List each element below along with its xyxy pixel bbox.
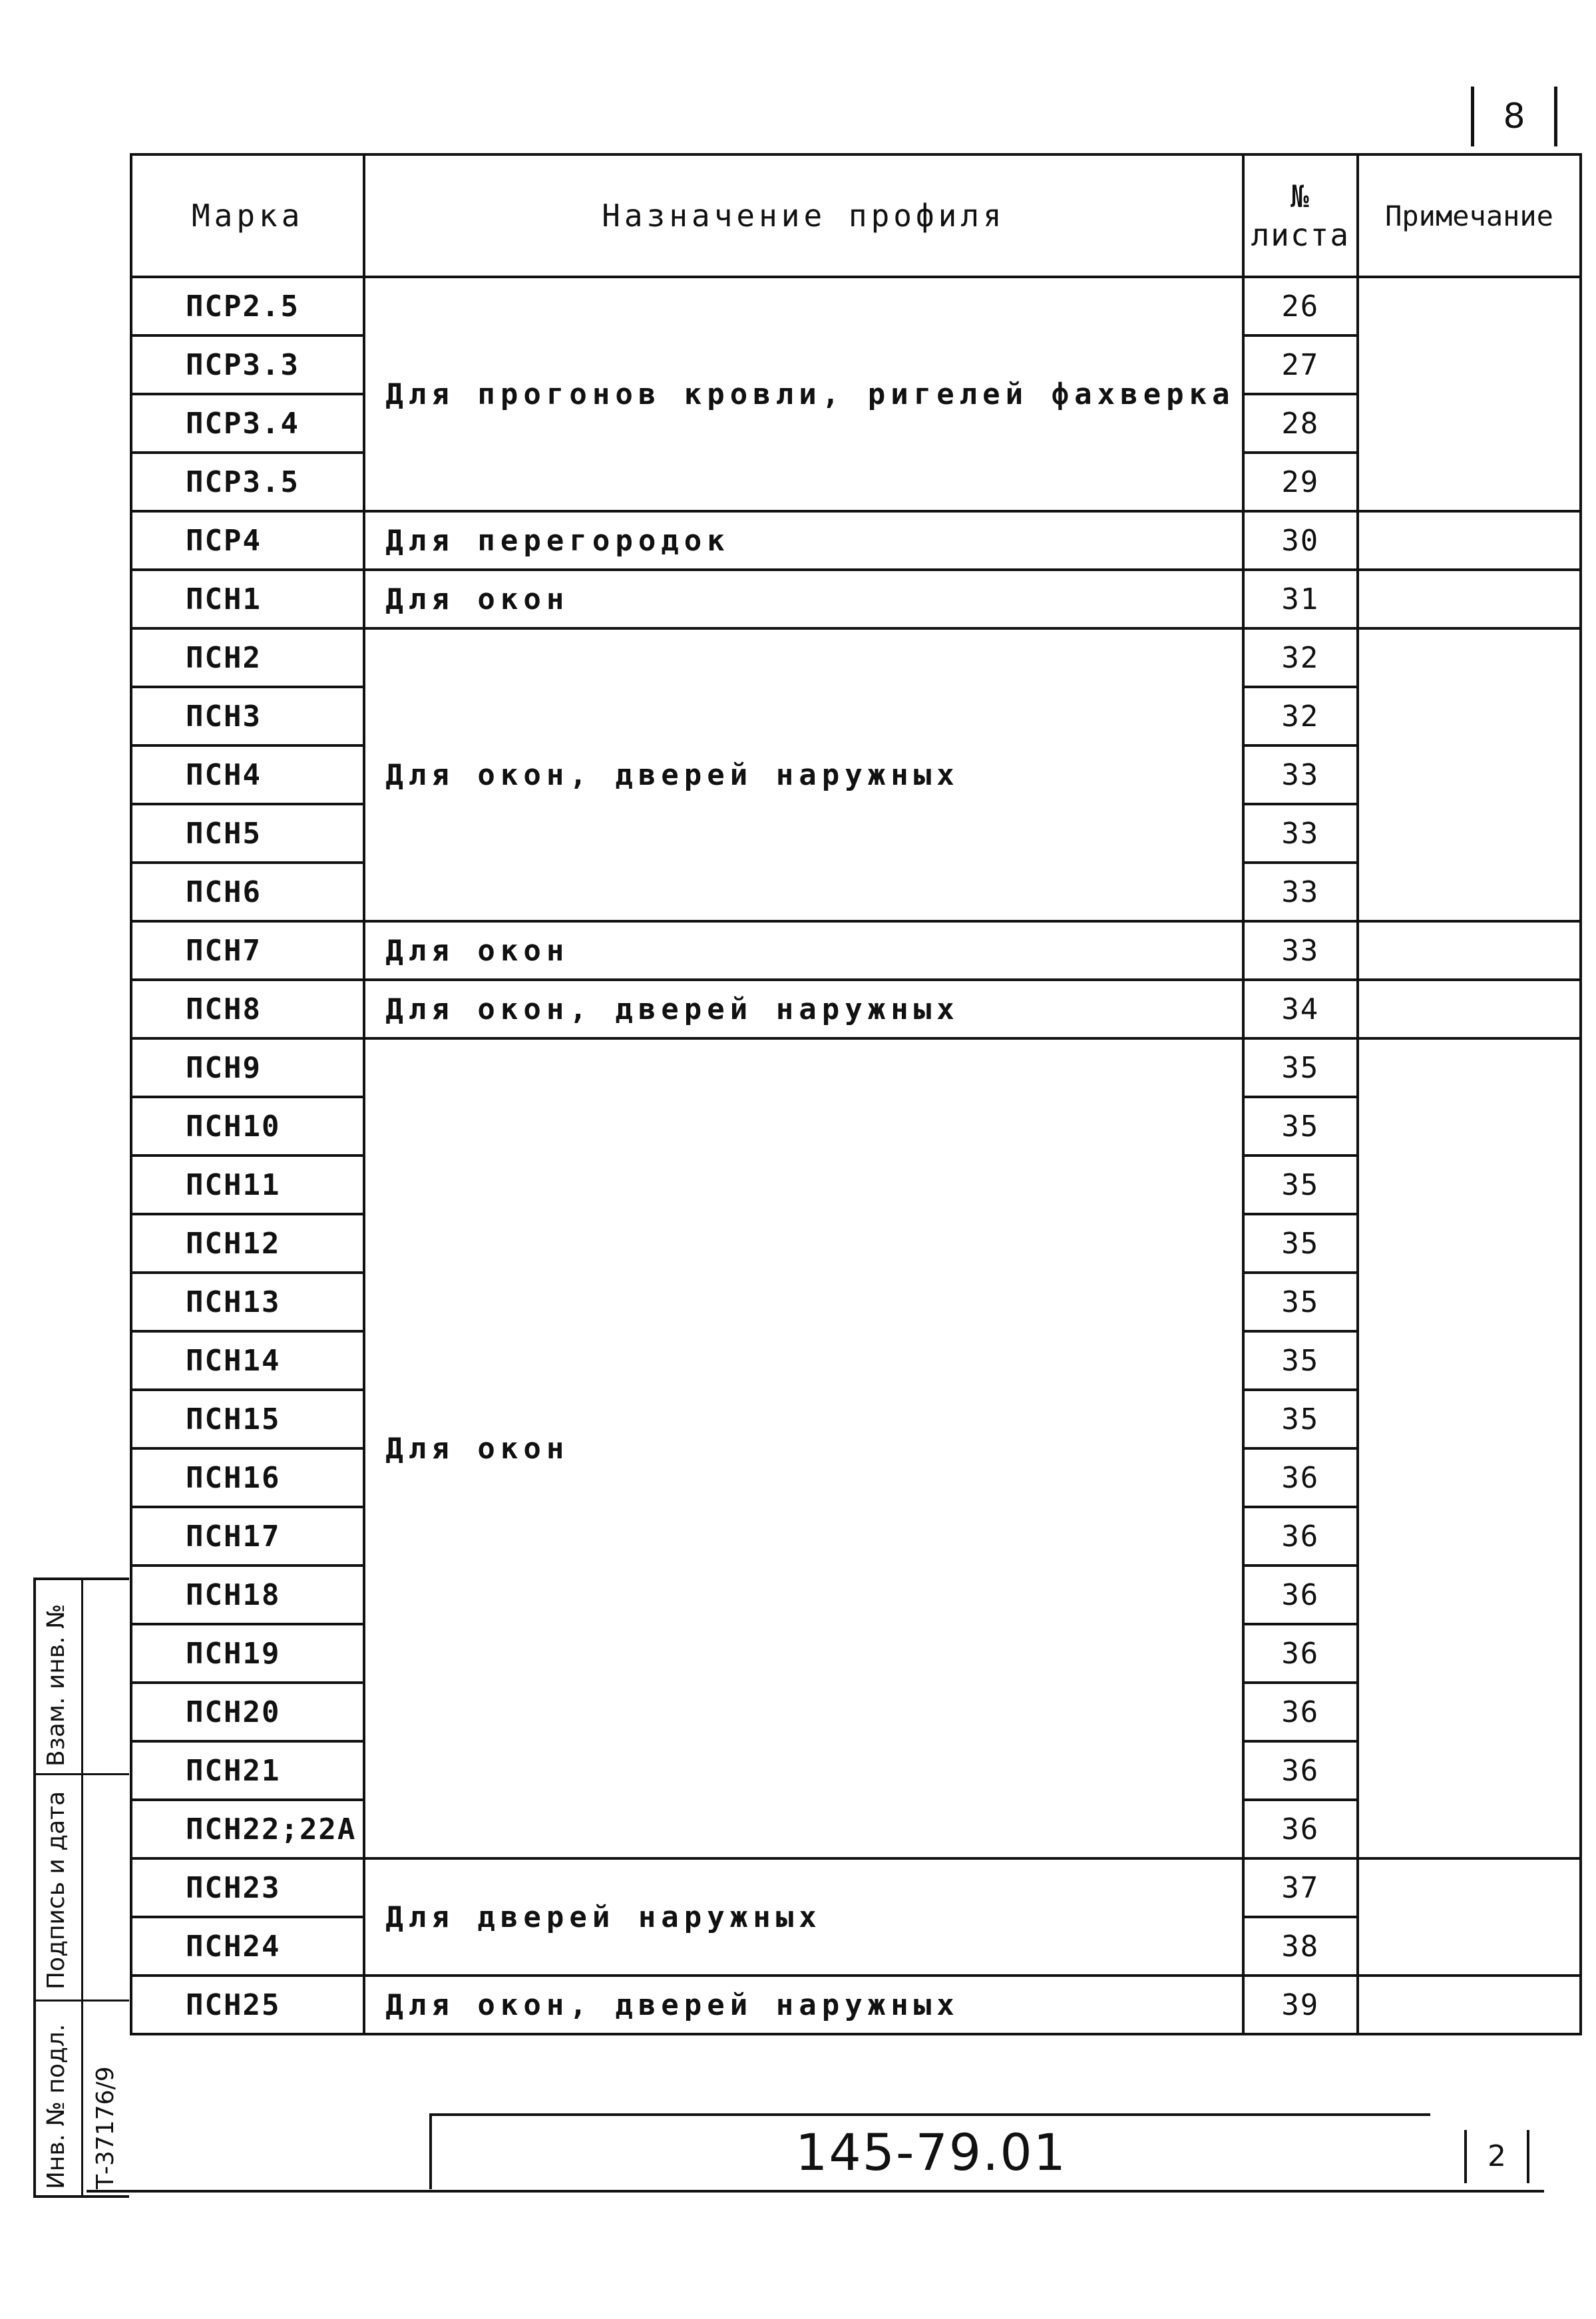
cell-sheet: 32 (1243, 628, 1358, 687)
cell-sheet: 33 (1243, 921, 1358, 980)
cell-sheet: 36 (1243, 1800, 1358, 1858)
cell-note (1358, 921, 1581, 980)
cell-sheet: 32 (1243, 687, 1358, 745)
header-note: Примечание (1358, 154, 1581, 277)
page-number: 8 (1471, 87, 1557, 146)
table-row (131, 1038, 1581, 1097)
cell-mark: ПСН20 (131, 1683, 364, 1741)
cell-sheet: 26 (1243, 277, 1358, 335)
cell-mark: ПСН16 (131, 1448, 364, 1507)
cell-sheet: 33 (1243, 745, 1358, 804)
cell-mark: ПСН18 (131, 1566, 364, 1624)
cell-mark: ПСН1 (131, 570, 364, 628)
cell-note (1358, 570, 1581, 628)
cell-note (1358, 277, 1581, 511)
sign-label: Подпись и дата (43, 1791, 70, 1990)
cell-mark: ПСН5 (131, 804, 364, 863)
inv-no-label: Инв. № подл. (43, 2023, 70, 2189)
cell-mark: ПСН11 (131, 1156, 364, 1214)
cell-sheet: 35 (1243, 1038, 1358, 1097)
table-row (131, 277, 1581, 335)
bottom-frame-line (87, 2190, 1544, 2193)
cell-mark: ПСН10 (131, 1097, 364, 1156)
cell-note (1358, 1858, 1581, 1976)
cell-mark: ПСН14 (131, 1331, 364, 1390)
cell-sheet: 33 (1243, 804, 1358, 863)
cell-sheet: 35 (1243, 1214, 1358, 1273)
cell-sheet: 36 (1243, 1566, 1358, 1624)
side-column-values (83, 1580, 128, 2195)
cell-mark: ПСН6 (131, 863, 364, 921)
cell-purpose: Для окон, дверей наружных (364, 628, 1243, 921)
cell-mark: ПСН19 (131, 1624, 364, 1683)
cell-mark: ПСН23 (131, 1858, 364, 1917)
cell-sheet: 35 (1243, 1390, 1358, 1448)
cell-sheet: 35 (1243, 1331, 1358, 1390)
cell-sheet: 36 (1243, 1448, 1358, 1507)
cell-sheet: 28 (1243, 394, 1358, 453)
cell-sheet: 38 (1243, 1917, 1358, 1976)
cell-purpose: Для окон (364, 1038, 1243, 1858)
inv-no-value: Т-37176/9 (92, 2066, 119, 2189)
cell-mark: ПСН21 (131, 1741, 364, 1800)
cell-purpose: Для дверей наружных (364, 1858, 1243, 1976)
table-row (131, 570, 1581, 628)
cell-mark: ПСН24 (131, 1917, 364, 1976)
cell-mark: ПСР3.3 (131, 335, 364, 394)
header-purpose: Назначение профиля (364, 154, 1243, 277)
cell-mark: ПСН15 (131, 1390, 364, 1448)
cell-sheet: 30 (1243, 511, 1358, 570)
replace-label: Взам. инв. № (43, 1603, 70, 1767)
cell-note (1358, 628, 1581, 921)
table-row (131, 980, 1581, 1038)
side-stamp (33, 1578, 129, 2198)
table-row (131, 511, 1581, 570)
cell-mark: ПСН25 (131, 1976, 364, 2034)
cell-purpose: Для окон (364, 570, 1243, 628)
cell-sheet: 36 (1243, 1507, 1358, 1566)
table-row (131, 628, 1581, 687)
cell-mark: ПСН22;22А (131, 1800, 364, 1858)
cell-sheet: 33 (1243, 863, 1358, 921)
header-mark: Марка (131, 154, 364, 277)
cell-purpose: Для окон (364, 921, 1243, 980)
cell-mark: ПСН4 (131, 745, 364, 804)
cell-sheet: 29 (1243, 453, 1358, 511)
cell-note (1358, 511, 1581, 570)
cell-note (1358, 980, 1581, 1038)
cell-sheet: 35 (1243, 1097, 1358, 1156)
table-row (131, 1858, 1581, 1917)
cell-sheet: 35 (1243, 1156, 1358, 1214)
cell-sheet: 36 (1243, 1624, 1358, 1683)
cell-mark: ПСР4 (131, 511, 364, 570)
cell-sheet: 36 (1243, 1741, 1358, 1800)
header-sheet-line1: № (1290, 178, 1310, 214)
cell-mark: ПСН13 (131, 1273, 364, 1331)
cell-sheet: 31 (1243, 570, 1358, 628)
cell-mark: ПСН3 (131, 687, 364, 745)
cell-mark: ПСН17 (131, 1507, 364, 1566)
cell-sheet: 36 (1243, 1683, 1358, 1741)
cell-sheet: 39 (1243, 1976, 1358, 2034)
cell-purpose: Для окон, дверей наружных (364, 1976, 1243, 2034)
document-code: 145-79.01 (429, 2113, 1430, 2189)
cell-note (1358, 1976, 1581, 2034)
table-header-row (131, 154, 1581, 277)
header-sheet (1243, 154, 1358, 277)
cell-mark: ПСН2 (131, 628, 364, 687)
cell-purpose: Для окон, дверей наружных (364, 980, 1243, 1038)
cell-mark: ПСР3.4 (131, 394, 364, 453)
cell-mark: ПСН12 (131, 1214, 364, 1273)
table-row (131, 921, 1581, 980)
cell-note (1358, 1038, 1581, 1858)
table-body (131, 277, 1581, 2034)
profile-table (130, 153, 1582, 2035)
cell-mark: ПСР3.5 (131, 453, 364, 511)
cell-mark: ПСН7 (131, 921, 364, 980)
sheet-number: 2 (1464, 2130, 1529, 2183)
cell-mark: ПСР2.5 (131, 277, 364, 335)
cell-sheet: 37 (1243, 1858, 1358, 1917)
cell-mark: ПСН9 (131, 1038, 364, 1097)
cell-purpose: Для прогонов кровли, ригелей фахверка (364, 277, 1243, 511)
cell-sheet: 34 (1243, 980, 1358, 1038)
cell-sheet: 27 (1243, 335, 1358, 394)
cell-purpose: Для перегородок (364, 511, 1243, 570)
cell-sheet: 35 (1243, 1273, 1358, 1331)
cell-mark: ПСН8 (131, 980, 364, 1038)
side-column-labels (36, 1580, 83, 2195)
table-row (131, 1976, 1581, 2034)
header-sheet-line2: листа (1251, 217, 1350, 253)
